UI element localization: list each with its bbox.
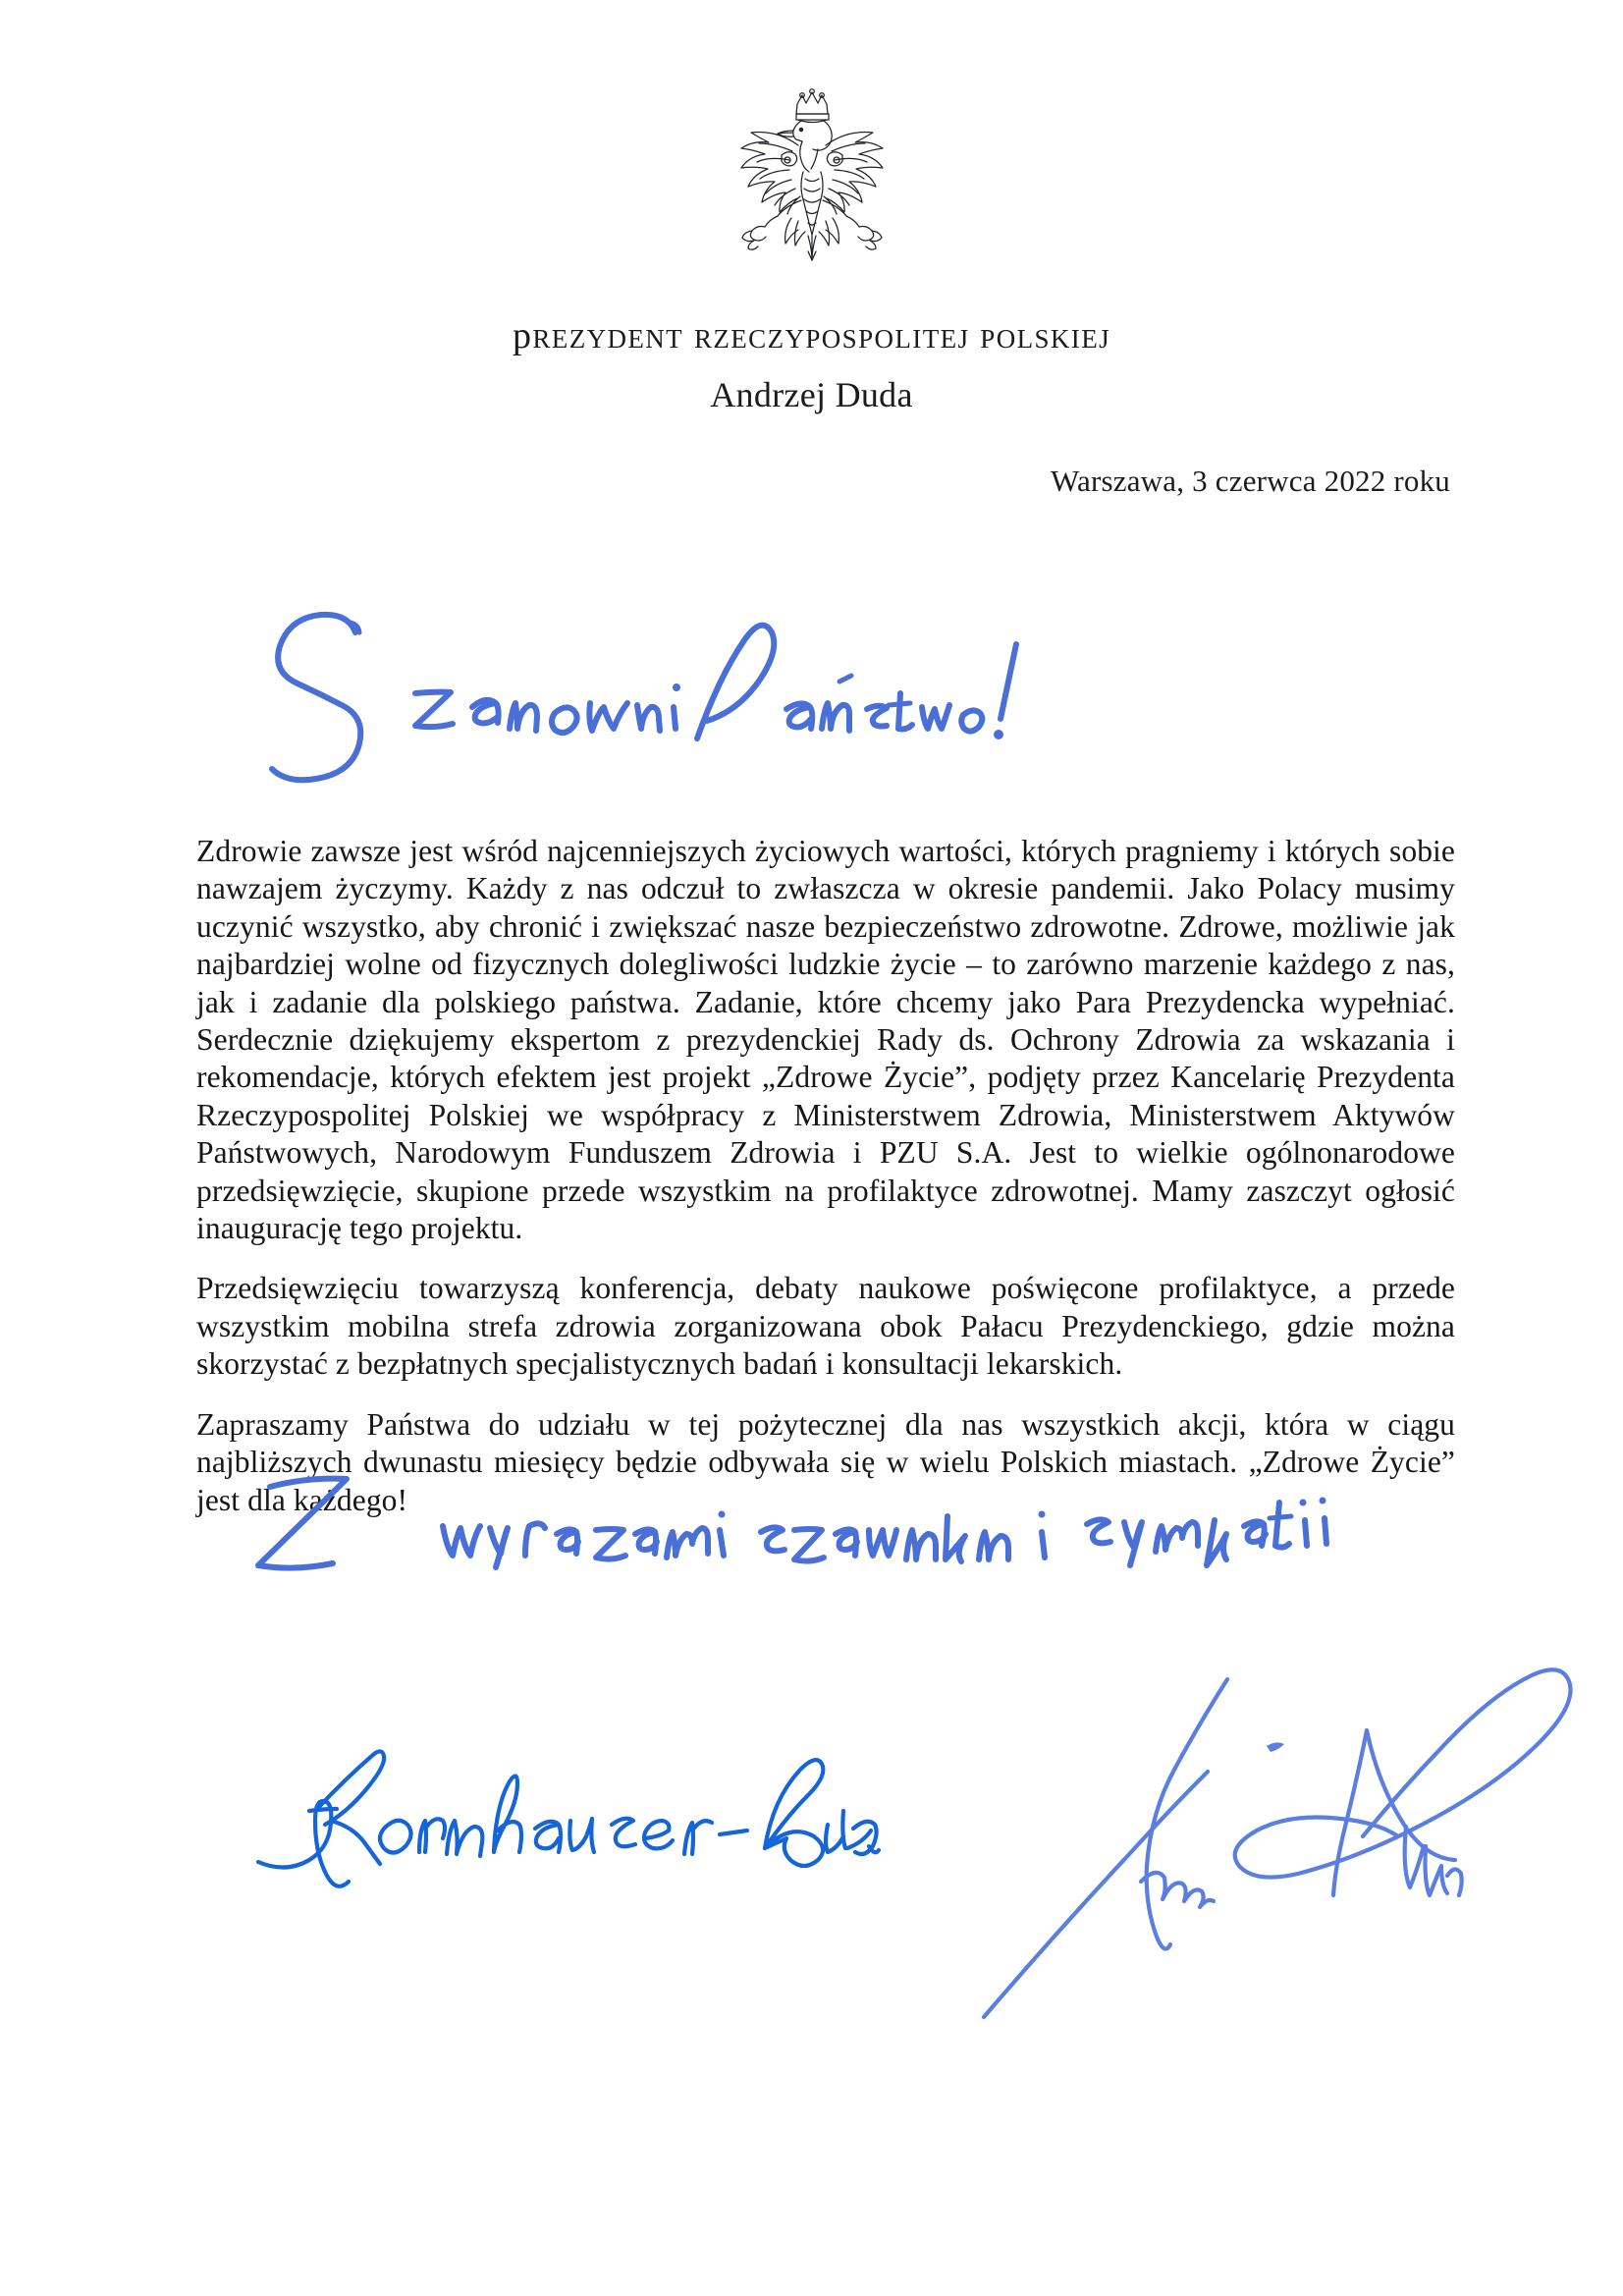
- office-title: prezydent rzeczypospolitej polskiej: [512, 315, 1110, 356]
- handwritten-salutation: [241, 550, 1026, 786]
- signature-andrzej-duda: [982, 1552, 1610, 2082]
- letterhead: [0, 316, 1623, 415]
- coat-of-arms-emblem: [0, 81, 1623, 292]
- president-name: Andrzej Duda: [710, 374, 913, 414]
- signature-kornhauser-duda: [250, 1709, 879, 1964]
- body-paragraph: Zdrowie zawsze jest wśród najcenniejszych życiowych wartości, których pragniemy i których sobie nawzajem życzymy. Każdy z nas odczuł to zwłaszcza w okresie pandemii. Jako Polacy musimy uczynić wszystko, aby chronić i zwiększać nasze bezpieczeństwo zdrowotne. Zdrowe, możliwie jak najbardziej wolne od fizycznych dolegliwości ludzkie życie – to zarówno marzenie każdego z nas, jak i zadanie dla polskiego państwa. Zadanie, które chcemy jako Para Prezydencka wypełniać. Serdecznie dziękujemy ekspertom z prezydenckiej Rady ds. Ochrony Zdrowia za wskazania i rekomendacje, których efektem jest projekt „Zdrowe Życie”, podjęty przez Kancelarię Prezydenta Rzeczypospolitej Polskiej we współpracy z Ministerstwem Zdrowia, Ministerstwem Aktywów Państwowych, Narodowym Funduszem Zdrowia i PZU S.A. Jest to wielkie ogólnonarodowe przedsięwzięcie, skupione przede wszystkim na profilaktyce zdrowotnej. Mamy zaszczyt ogłosić inaugurację tego projektu.: [196, 834, 1455, 1246]
- dateline: Warszawa, 3 czerwca 2022 roku: [1051, 464, 1450, 498]
- body-paragraph: Przedsięwzięciu towarzyszą konferencja, debaty naukowe poświęcone profilaktyce, a przede wszystkim mobilna strefa zdrowia zorganizowana obok Pałacu Prezydenckiego, gdzie można skorzystać z bezpłatnych specjalistycznych badań i konsultacji lekarskich.: [196, 1271, 1455, 1382]
- body-paragraph: Zapraszamy Państwa do udziału w tej pożytecznej dla nas wszystkich akcji, która w ciągu najbliższych dwunastu miesięcy będzie odbywała się w wielu Polskich miastach. „Zdrowe Życie” jest dla każdego!: [196, 1406, 1455, 1517]
- letter-body: [196, 833, 1455, 1519]
